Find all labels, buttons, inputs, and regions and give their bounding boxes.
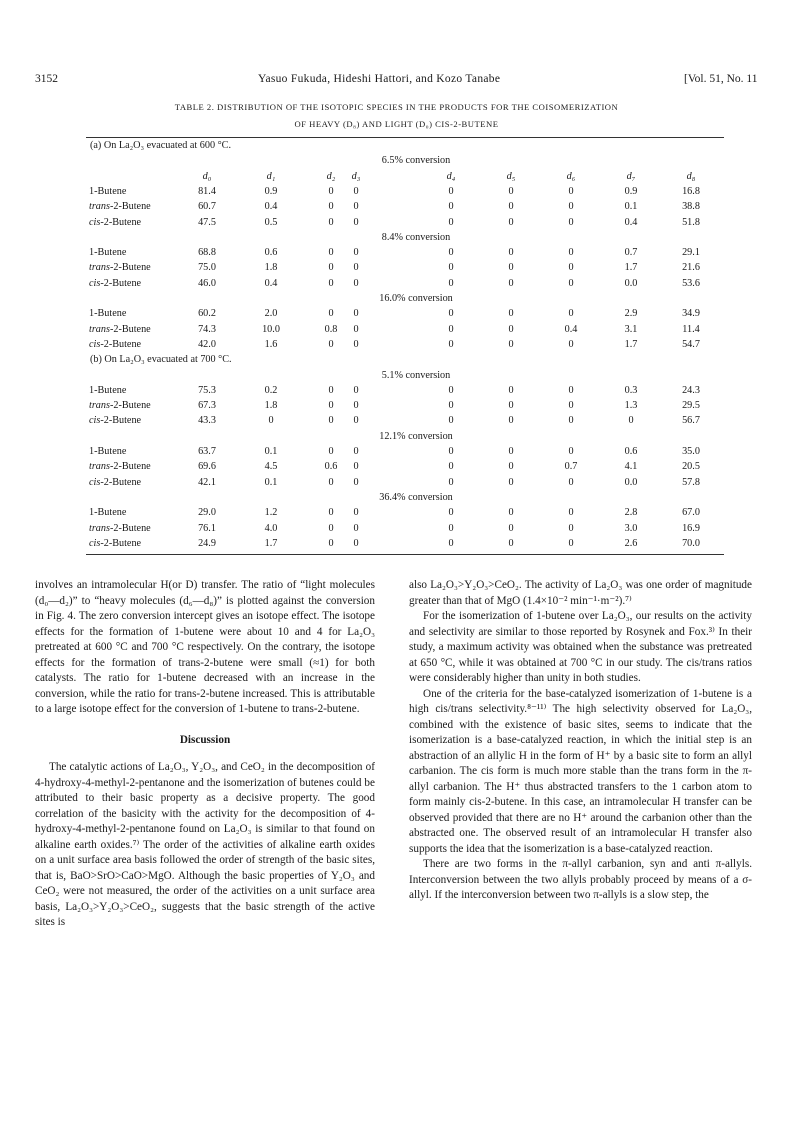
row-label [89, 307, 126, 321]
table-cell: 2.6 [624, 537, 638, 549]
row-label [89, 537, 141, 551]
table-cell: 0 [353, 415, 359, 427]
table-cell: 60.7 [198, 201, 216, 213]
table-cell: 0 [353, 323, 359, 335]
table-cell: 0 [328, 446, 334, 457]
table-cell: 4.0 [264, 522, 278, 534]
table-cell: 0 [328, 476, 334, 488]
table-cell: 1.3 [624, 400, 638, 412]
row-label-text: 1-Butene [89, 446, 127, 457]
conversion-label: 8.4% conversion [381, 231, 451, 243]
section-title: (a) On La₂O₃ evacuated at 600 °C. [90, 140, 232, 151]
column-header: d₁ [266, 170, 276, 182]
table-cell: 0 [448, 415, 454, 427]
column-header: d₄ [446, 170, 456, 182]
table-cell: 0 [353, 400, 359, 412]
table-cell: 69.6 [198, 461, 216, 473]
table-cell: 0 [508, 201, 514, 213]
table-bottom-rule [86, 554, 724, 555]
table-cell: 2.0 [264, 308, 278, 320]
column-header: d₇ [626, 170, 636, 182]
table-cell: 0 [353, 277, 359, 289]
table-cell: 0.1 [264, 446, 278, 457]
table-cell: 10.0 [262, 323, 280, 335]
table-cell: 0 [508, 384, 514, 396]
table-cell: 0.6 [264, 247, 278, 259]
table-cell: 70.0 [682, 537, 700, 549]
table-cell: 0.7 [624, 247, 638, 259]
table-cell: 0 [353, 384, 359, 396]
table-cell: 0 [568, 262, 574, 274]
conversion-label: 16.0% conversion [379, 293, 453, 304]
table-cell: 47.5 [198, 216, 216, 228]
table-cell: 1.6 [264, 338, 278, 350]
table-cell: 0 [508, 185, 514, 197]
table-cell: 3.1 [624, 323, 638, 335]
table-cell: 0 [353, 308, 359, 320]
row-label-text: -2-Butene [100, 277, 142, 289]
table-cell: 24.9 [198, 537, 216, 549]
table-caption-line2: OF HEAVY (D₈) AND LIGHT (D₀) CIS-2-BUTENE [294, 119, 499, 129]
left-paragraph-1: involves an intramolecular H(or D) transfer. The ratio of “light molecules (d₀—d₂)” to “heavy molecules (d₆—d₈)” is plotted against the conversion in Fig. 4. The zero conversion intercept gives an isotope effect. The isotope effects for the formation of 1-butene were about 10 and 4 for La₂O₃ pretreated at 600 °C and 700 °C respectively. On the contrary, the isotope effects for the formation of trans-2-butene were small (≈1) for both catalysts. The ratio for 1-butene decreased with an increase in the conversion, while the ratio for trans-2-butene increased. This is attributable to a large isotope effect for the conversion of 1-butene to trans-2-butene. [35, 579, 375, 715]
table-cell: 43.3 [198, 415, 216, 427]
right-paragraph-2: For the isomerization of 1-butene over La₂O₃, our results on the activity and selectivity are similar to those reported by Rosynek and Fox.³⁾ In their study, a maximum activity was obtained when the substance was pretreated at 650 °C, while it was obtained at 700 °C in our study. The cis/trans ratios were considerably higher than unity in both studies. [409, 610, 752, 684]
table-cell: 0 [328, 185, 334, 197]
table-cell: 16.8 [682, 185, 700, 197]
conversion-label: 6.5% conversion [381, 155, 451, 167]
table-cell: 0.0 [624, 476, 638, 488]
row-label-text: -2-Butene [109, 262, 151, 274]
table-cell: 1.7 [624, 262, 638, 274]
row-label-prefix: cis [89, 537, 101, 549]
row-label [89, 246, 126, 260]
column-header: d₈ [686, 170, 696, 182]
table-cell: 0.9 [624, 185, 638, 197]
table-cell: 24.3 [682, 384, 700, 396]
row-label-prefix: cis [89, 277, 101, 289]
row-label [89, 384, 126, 398]
table-cell: 0.2 [264, 384, 278, 396]
table-cell: 54.7 [682, 338, 700, 350]
table-cell: 68.8 [198, 247, 216, 259]
column-header: d₂ [326, 170, 336, 182]
row-label [89, 476, 141, 490]
left-paragraph-2: The catalytic actions of La₂O₃, Y₂O₃, and CeO₂ in the decomposition of 4-hydroxy-4-methyl-2-pentanone and the isomerization of butenes could be attributed to their basic property as a decisive property. The good correlation of the basicity with the activity for the decomposition of 4-hydroxy-4-methyl-2-pentanone found on La₂O₃ is similar to that found on alkaline earth oxides.⁷⁾ The order of the activities of alkaline earth oxides on a unit surface area basis followed the order of strength of the basic sites, that is, BaO>SrO>CaO>MgO. Although the basic properties of Y₂O₃ and CeO₂ were not measured, the order of the activities on a unit surface area basis, La₂O₃>Y₂O₃>CeO₂, suggests that the basic strength of the active sites is [35, 761, 375, 928]
row-label [89, 323, 151, 337]
table-cell: 0 [448, 323, 454, 335]
table-cell: 0.4 [264, 277, 278, 289]
table-cell: 29.1 [682, 247, 700, 259]
table-cell: 51.8 [682, 216, 700, 228]
row-label-prefix: trans [89, 201, 110, 213]
table-cell: 0 [448, 277, 454, 289]
row-label [89, 522, 151, 536]
table-cell: 16.9 [682, 522, 700, 534]
table-cell: 0.1 [264, 476, 278, 488]
table-cell: 0 [353, 446, 359, 457]
table-cell: 0 [353, 201, 359, 213]
row-label-prefix: trans [89, 400, 110, 412]
table-cell: 76.1 [198, 522, 216, 534]
table-cell: 0 [568, 247, 574, 259]
table-cell: 0 [448, 522, 454, 534]
table-cell: 0 [353, 461, 359, 473]
table-caption-line1: TABLE 2. DISTRIBUTION OF THE ISOTOPIC SPECIES IN THE PRODUCTS FOR THE COISOMERIZATION [174, 102, 619, 112]
row-label-prefix: trans [89, 461, 110, 473]
row-label-text: -2-Butene [109, 323, 151, 335]
left-column [35, 578, 375, 931]
table-cell: 0 [328, 308, 334, 320]
table-cell: 0 [628, 415, 634, 427]
table-cell: 0 [328, 247, 334, 259]
table-cell: 1.8 [264, 262, 278, 274]
table-cell: 0 [448, 461, 454, 473]
table-cell: 0 [353, 185, 359, 197]
table-cell: 0 [508, 338, 514, 350]
table-cell: 0 [448, 507, 454, 519]
table-cell: 0 [353, 522, 359, 534]
table-cell: 2.8 [624, 507, 638, 519]
table-cell: 0 [568, 400, 574, 412]
table-cell: 42.1 [198, 476, 216, 488]
row-label-text: -2-Butene [100, 476, 142, 488]
table-top-rule [86, 137, 724, 138]
table-cell: 0 [353, 247, 359, 259]
table-cell: 0 [328, 201, 334, 213]
table-cell: 38.8 [682, 201, 700, 213]
table-cell: 0.6 [324, 461, 338, 473]
table-cell: 0 [353, 507, 359, 519]
table-cell: 0 [568, 338, 574, 350]
table-cell: 0 [508, 216, 514, 228]
table-cell: 0 [568, 308, 574, 320]
row-label-prefix: cis [89, 415, 101, 427]
table-cell: 0.8 [324, 323, 338, 335]
table-cell: 0 [328, 216, 334, 228]
table-cell: 0 [448, 185, 454, 197]
table-cell: 0 [328, 507, 334, 519]
table-cell: 0 [568, 476, 574, 488]
column-header: d₀ [202, 170, 212, 182]
row-label-text: 1-Butene [89, 308, 127, 320]
table-cell: 21.6 [682, 262, 700, 274]
table-cell: 0 [568, 201, 574, 213]
isotope-distribution-table [86, 135, 724, 558]
row-label-text: -2-Butene [109, 400, 151, 412]
table-cell: 0 [268, 415, 274, 427]
table-cell: 0 [448, 400, 454, 412]
table-cell: 0 [568, 216, 574, 228]
table-cell: 0 [353, 262, 359, 274]
row-label-text: 1-Butene [89, 507, 127, 519]
table-cell: 67.3 [198, 400, 216, 412]
right-paragraph-1: also La₂O₃>Y₂O₃>CeO₂. The activity of La₂O₃ was one order of magnitude greater than that of MgO (1.4×10⁻² min⁻¹·m⁻²).⁷⁾ [409, 579, 752, 607]
conversion-label: 12.1% conversion [379, 430, 453, 442]
table-cell: 0 [568, 185, 574, 197]
table-cell: 20.5 [682, 461, 700, 473]
conversion-label: 36.4% conversion [379, 491, 453, 503]
table-cell: 0.0 [624, 277, 638, 289]
table-cell: 0 [448, 262, 454, 274]
row-label [89, 445, 126, 459]
table-cell: 74.3 [198, 323, 216, 335]
row-label-prefix: cis [89, 476, 101, 488]
section-heading-discussion: Discussion [179, 733, 231, 746]
row-label [89, 506, 126, 520]
table-cell: 0 [353, 338, 359, 350]
table-cell: 0 [508, 446, 514, 457]
table-cell: 0 [353, 537, 359, 549]
table-cell: 0.4 [624, 216, 638, 228]
table-cell: 0 [328, 400, 334, 412]
table-cell: 75.3 [198, 384, 216, 396]
conversion-label: 5.1% conversion [381, 369, 451, 381]
row-label-text: -2-Butene [100, 216, 142, 228]
table-cell: 46.0 [198, 277, 216, 289]
row-label [89, 338, 141, 352]
column-header: d₃ [351, 170, 361, 182]
table-cell: 0 [568, 537, 574, 549]
table-cell: 0 [328, 384, 334, 396]
table-cell: 75.0 [198, 262, 216, 274]
table-cell: 56.7 [682, 415, 700, 427]
row-label [89, 399, 151, 413]
table-cell: 0.4 [564, 323, 578, 335]
row-label-text: -2-Butene [100, 415, 142, 427]
table-cell: 0 [508, 308, 514, 320]
table-cell: 0 [508, 262, 514, 274]
row-label-text: -2-Butene [109, 201, 151, 213]
row-label [89, 185, 126, 199]
table-cell: 0 [568, 522, 574, 534]
row-label-text: 1-Butene [89, 384, 127, 396]
table-cell: 0 [328, 537, 334, 549]
table-cell: 0 [568, 415, 574, 427]
table-cell: 3.0 [624, 522, 638, 534]
table-cell: 0 [508, 323, 514, 335]
table-cell: 0.4 [264, 201, 278, 213]
row-label-text: -2-Butene [100, 537, 142, 549]
table-cell: 81.4 [198, 185, 216, 197]
table-cell: 0 [508, 507, 514, 519]
table-cell: 67.0 [682, 507, 700, 519]
table-cell: 0.5 [264, 216, 278, 228]
volume-info: [Vol. 51, No. 11 [684, 73, 758, 85]
row-label-prefix: cis [89, 338, 101, 350]
table-cell: 0 [448, 537, 454, 549]
table-cell: 0 [568, 384, 574, 396]
row-label-text: -2-Butene [109, 461, 151, 473]
table-cell: 1.8 [264, 400, 278, 412]
row-label [89, 200, 151, 214]
table-cell: 0 [508, 461, 514, 473]
row-label-text: -2-Butene [100, 338, 142, 350]
row-label [89, 216, 141, 230]
table-cell: 34.9 [682, 308, 700, 320]
table-cell: 0 [448, 308, 454, 320]
table-cell: 0 [448, 216, 454, 228]
table-cell: 0.3 [624, 384, 638, 396]
table-cell: 57.8 [682, 476, 700, 488]
row-label-prefix: trans [89, 262, 110, 274]
table-cell: 0 [328, 277, 334, 289]
table-cell: 2.9 [624, 308, 638, 320]
table-cell: 0 [448, 247, 454, 259]
row-label-prefix: cis [89, 216, 101, 228]
table-cell: 0 [448, 384, 454, 396]
table-cell: 0.9 [264, 185, 278, 197]
table-cell: 0 [568, 446, 574, 457]
table-cell: 0 [328, 415, 334, 427]
table-cell: 0 [568, 507, 574, 519]
right-column [409, 578, 752, 904]
table-cell: 1.7 [624, 338, 638, 350]
table-cell: 53.6 [682, 277, 700, 289]
table-cell: 0 [353, 476, 359, 488]
table-cell: 35.0 [682, 446, 700, 457]
table-cell: 0.1 [624, 201, 638, 213]
table-cell: 0 [508, 277, 514, 289]
right-paragraph-4: There are two forms in the π-allyl carbanion, syn and anti π-allyls. Interconversion between the two allyls probably proceed by means of a σ-allyl. If the interconversion between two π-allyls is a slow step, the [409, 858, 752, 901]
row-label-text: -2-Butene [109, 522, 151, 534]
row-label-prefix: trans [89, 323, 110, 335]
row-label-text: 1-Butene [89, 247, 127, 259]
column-header: d₅ [506, 170, 516, 182]
row-label [89, 460, 151, 474]
row-label-text: 1-Butene [89, 185, 127, 197]
table-cell: 0 [508, 476, 514, 488]
table-cell: 0 [328, 522, 334, 534]
table-cell: 63.7 [198, 446, 216, 457]
column-header: d₆ [566, 170, 576, 182]
table-cell: 29.0 [198, 507, 216, 519]
table-cell: 0 [508, 537, 514, 549]
table-cell: 0 [568, 277, 574, 289]
table-cell: 0 [508, 400, 514, 412]
table-cell: 4.5 [264, 461, 278, 473]
table-cell: 29.5 [682, 400, 700, 412]
table-cell: 0 [353, 216, 359, 228]
table-cell: 0 [328, 338, 334, 350]
table-cell: 0.6 [624, 446, 638, 457]
row-label [89, 261, 151, 275]
running-authors: Yasuo Fukuda, Hideshi Hattori, and Kozo Tanabe [258, 73, 501, 85]
table-cell: 1.7 [264, 537, 278, 549]
table-cell: 0 [448, 201, 454, 213]
row-label [89, 277, 141, 291]
table-cell: 11.4 [682, 323, 700, 335]
table-cell: 0 [448, 446, 454, 457]
table-cell: 1.2 [264, 507, 278, 519]
row-label [89, 414, 141, 428]
table-cell: 0 [508, 247, 514, 259]
table-cell: 0.7 [564, 461, 578, 473]
table-cell: 0 [448, 338, 454, 350]
table-cell: 4.1 [624, 461, 638, 473]
table-cell: 0 [448, 476, 454, 488]
table-cell: 60.2 [198, 308, 216, 320]
page-number: 3152 [35, 73, 58, 85]
right-paragraph-3: One of the criteria for the base-catalyzed isomerization of 1-butene is a high cis/trans selectivity.⁸⁻¹¹⁾ The high selectivity observed for La₂O₃, combined with the existence of basic sites, seems to indicate that the isomerization is a base-catalyzed reaction, in which the initial step is an abstraction of an allylic H in the form of H⁺ by a basic site to form an allyl carbanion. The cis form is much more stable than the trans form in the π-allyl carbanion. The H⁺ thus abstracted transfers to the 1 carbon atom to form mainly cis-2-butene. In this case, an intramolecular H transfer can be observed provided that there are no H⁺ around the carbanion other than the abstracted one. The observed result of an intramolecular H transfer also supports the idea that the isomerization is a base-catalyzed reaction. [409, 687, 752, 855]
table-cell: 0 [508, 415, 514, 427]
table-cell: 42.0 [198, 338, 216, 350]
section-title: (b) On La₂O₃ evacuated at 700 °C. [90, 354, 232, 366]
table-cell: 0 [328, 262, 334, 274]
row-label-prefix: trans [89, 522, 110, 534]
table-cell: 0 [508, 522, 514, 534]
